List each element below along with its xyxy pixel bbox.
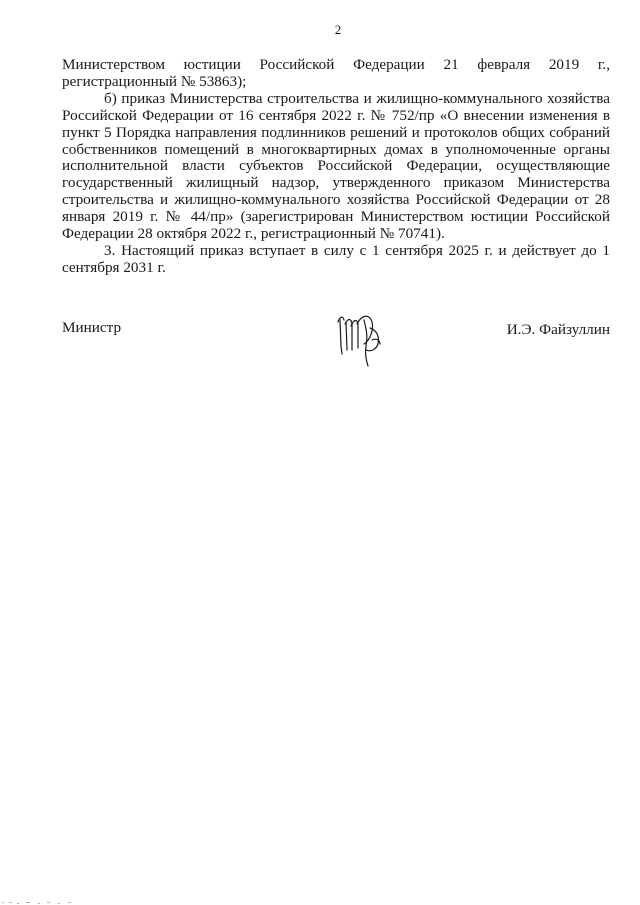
paragraph-item-3: 3. Настоящий приказ вступает в силу с 1 сентября 2025 г. и действует до 1 сентября 2031 г. xyxy=(62,241,610,276)
page-number: 2 xyxy=(334,22,342,37)
document-body xyxy=(62,57,610,277)
paragraph-continuation: Министерством юстиции Российской Федерации 21 февраля 2019 г., регистрационный № 53863); xyxy=(62,56,610,90)
signatory-name: И.Э. Файзуллин xyxy=(506,321,610,338)
scan-artifact xyxy=(0,899,80,905)
signatory-title: Министр xyxy=(62,319,122,336)
signature-block xyxy=(62,310,610,380)
paragraph-item-b: б) приказ Министерства строительства и жилищно-коммунального хозяйства Российской Федерации от 16 сентября 2022 г. № 752/пр «О внесении изменения в пункт 5 Порядка направления подлинников решений и протоколов общих собраний собственников помещений в многоквартирных домах в уполномоченные органы исполнительной власти субъектов Российской Федерации, осуществляющие государственный жилищный надзор, утвержденного приказом Министерства строительства и жилищно-коммунального хозяйства Российской Федерации от 28 января 2019 г. № 44/пр» (зарегистрирован Министерством юстиции Российской Федерации 28 октября 2022 г., регистрационный № 70741). xyxy=(62,89,610,243)
handwritten-signature xyxy=(336,310,386,368)
